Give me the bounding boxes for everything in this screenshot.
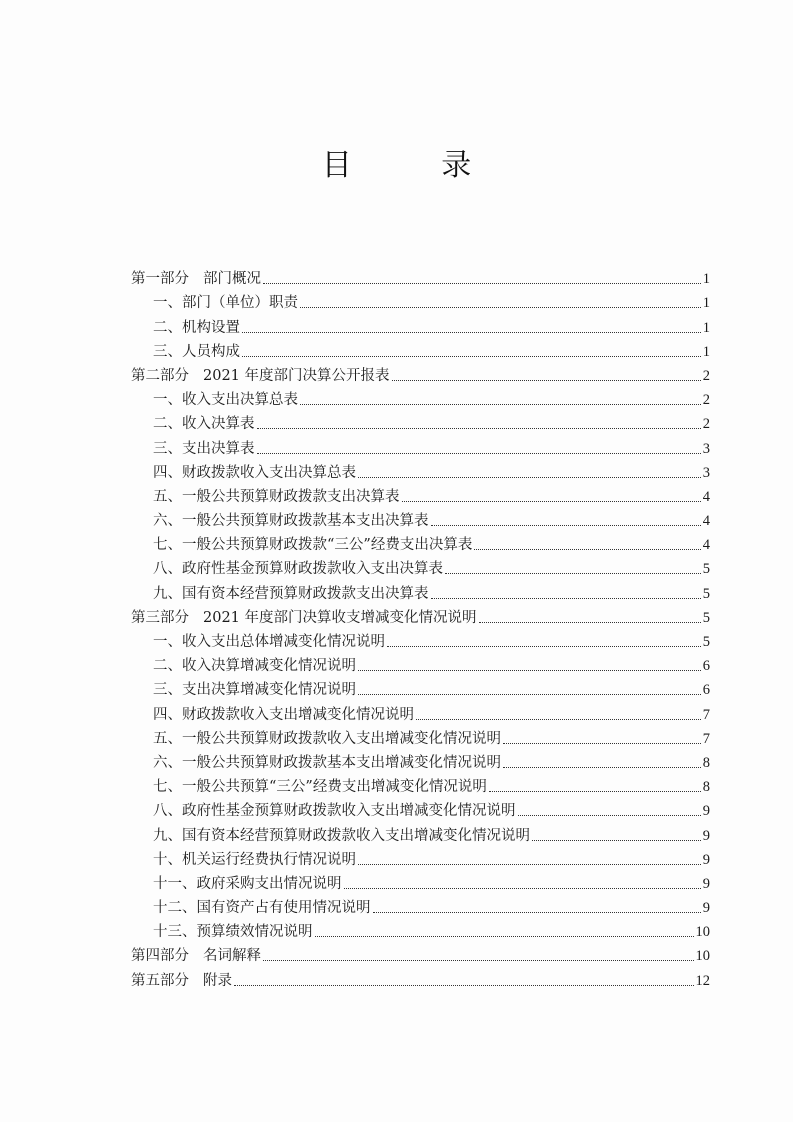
dot-leader xyxy=(242,356,701,357)
toc-entry-label xyxy=(131,681,356,699)
toc-entry-label xyxy=(131,585,429,603)
toc-section-entry xyxy=(131,433,710,457)
toc-part-number: 第一部分 xyxy=(131,271,189,288)
toc-entry-label xyxy=(131,633,385,651)
toc-section-entry xyxy=(131,796,710,820)
toc-entry-label xyxy=(131,947,261,965)
toc-entry-text: 一、部门（单位）职责 xyxy=(153,295,298,312)
toc-entry-label xyxy=(131,972,232,990)
toc-entry-text: 九、国有资本经营预算财政拨款收入支出增减变化情况说明 xyxy=(153,827,530,844)
dot-leader xyxy=(263,283,701,284)
toc-entry-text: 四、财政拨款收入支出增减变化情况说明 xyxy=(153,706,414,723)
toc-part-number: 第四部分 xyxy=(131,948,189,965)
toc-page-number: 6 xyxy=(702,658,710,675)
toc-page-number: 7 xyxy=(702,730,710,747)
toc-entry-label xyxy=(131,827,530,845)
toc-section-entry xyxy=(131,506,710,530)
toc-entry-text: 部门概况 xyxy=(203,271,261,288)
toc-page-number: 1 xyxy=(702,319,710,336)
toc-page-number: 10 xyxy=(695,948,710,965)
toc-entry-label xyxy=(131,415,255,433)
dot-leader xyxy=(445,573,701,574)
toc-page-number: 1 xyxy=(702,271,710,288)
toc-page-number: 5 xyxy=(702,609,710,626)
toc-entry-label xyxy=(131,294,298,312)
toc-entry-label xyxy=(131,343,240,361)
dot-leader xyxy=(431,598,701,599)
toc-entry-text: 名词解释 xyxy=(203,948,261,965)
toc-page-number: 8 xyxy=(702,779,710,796)
toc-section-entry xyxy=(131,724,710,748)
toc-page-number: 4 xyxy=(702,537,710,554)
toc-page-number: 10 xyxy=(695,924,710,941)
toc-entry-text: 八、政府性基金预算财政拨款收入支出决算表 xyxy=(153,561,443,578)
toc-entry-text: 十、机关运行经费执行情况说明 xyxy=(153,851,356,868)
dot-leader xyxy=(489,791,701,792)
toc-entry-label xyxy=(131,899,371,917)
toc-section-entry xyxy=(131,748,710,772)
toc-entry-label xyxy=(131,851,356,869)
toc-entry-text: 2021 年度部门决算公开报表 xyxy=(203,367,390,384)
dot-leader xyxy=(315,936,694,937)
toc-entry-text: 二、收入决算表 xyxy=(153,416,255,433)
toc-entry-text: 七、一般公共预算财政拨款“三公”经费支出决算表 xyxy=(153,537,473,554)
toc-entry-text: 六、一般公共预算财政拨款基本支出增减变化情况说明 xyxy=(153,754,501,771)
toc-section-entry xyxy=(131,409,710,433)
dot-leader xyxy=(358,864,701,865)
dot-leader xyxy=(532,840,701,841)
toc-entry-label xyxy=(131,609,477,627)
toc-page-number: 9 xyxy=(702,900,710,917)
dot-leader xyxy=(474,549,700,550)
dot-leader xyxy=(257,453,701,454)
toc-entry-text: 三、支出决算表 xyxy=(153,440,255,457)
toc-page-number: 9 xyxy=(702,827,710,844)
dot-leader xyxy=(431,525,701,526)
toc-part-entry xyxy=(131,603,710,627)
toc-entry-text: 七、一般公共预算“三公”经费支出增减变化情况说明 xyxy=(153,779,487,796)
dot-leader xyxy=(373,912,701,913)
toc-entry-text: 附录 xyxy=(203,972,232,989)
dot-leader xyxy=(263,960,694,961)
toc-entry-label xyxy=(131,802,516,820)
toc-entry-text: 六、一般公共预算财政拨款基本支出决算表 xyxy=(153,513,429,530)
toc-entry-label xyxy=(131,754,501,772)
toc-section-entry xyxy=(131,917,710,941)
dot-leader xyxy=(242,332,701,333)
toc-page-number: 9 xyxy=(702,851,710,868)
toc-entry-label xyxy=(131,657,356,675)
toc-entry-text: 十三、预算绩效情况说明 xyxy=(153,924,313,941)
toc-page-number: 1 xyxy=(702,295,710,312)
toc-section-entry xyxy=(131,385,710,409)
toc-part-entry xyxy=(131,264,710,288)
toc-section-entry xyxy=(131,675,710,699)
toc-page-number: 12 xyxy=(695,972,710,989)
dot-leader xyxy=(234,985,694,986)
toc-entry-label xyxy=(131,270,261,288)
toc-entry-label xyxy=(131,875,342,893)
toc-entry-text: 一、收入支出决算总表 xyxy=(153,392,298,409)
toc-page-number: 6 xyxy=(702,682,710,699)
toc-section-entry xyxy=(131,651,710,675)
toc-entry-text: 三、支出决算增减变化情况说明 xyxy=(153,682,356,699)
toc-part-number: 第三部分 xyxy=(131,609,189,626)
toc-entry-label xyxy=(131,440,255,458)
toc-entry-text: 2021 年度部门决算收支增减变化情况说明 xyxy=(203,609,477,626)
toc-page-number: 4 xyxy=(702,488,710,505)
toc-entry-label xyxy=(131,560,443,578)
toc-page-number: 1 xyxy=(702,343,710,360)
dot-leader xyxy=(300,404,701,405)
toc-entry-text: 三、人员构成 xyxy=(153,343,240,360)
toc-entry-text: 一、收入支出总体增减变化情况说明 xyxy=(153,634,385,650)
toc-section-entry xyxy=(131,699,710,723)
toc-section-entry xyxy=(131,578,710,602)
toc-section-entry xyxy=(131,869,710,893)
dot-leader xyxy=(392,380,701,381)
toc-page-number: 9 xyxy=(702,875,710,892)
dot-leader xyxy=(402,501,701,502)
toc-part-entry xyxy=(131,965,710,989)
toc-entry-label xyxy=(131,319,240,337)
toc-page-number: 2 xyxy=(702,392,710,409)
toc-part-number: 第五部分 xyxy=(131,972,189,989)
toc-entry-text: 十二、国有资产占有使用情况说明 xyxy=(153,900,371,917)
toc-entry-text: 九、国有资本经营预算财政拨款支出决算表 xyxy=(153,585,429,602)
toc-entry-label xyxy=(131,367,390,385)
toc-entry-label xyxy=(131,923,313,941)
toc-section-entry xyxy=(131,554,710,578)
dot-leader xyxy=(358,694,701,695)
toc-section-entry xyxy=(131,482,710,506)
toc-section-entry xyxy=(131,845,710,869)
toc-entry-label xyxy=(131,706,414,724)
toc-section-entry xyxy=(131,772,710,796)
toc-section-entry xyxy=(131,288,710,312)
toc-page-number: 5 xyxy=(702,585,710,602)
dot-leader xyxy=(387,646,701,647)
toc-entry-text: 二、机构设置 xyxy=(153,319,240,336)
toc-entry-label xyxy=(131,730,501,748)
toc-entry-text: 五、一般公共预算财政拨款支出决算表 xyxy=(153,488,400,505)
toc-entry-label xyxy=(131,391,298,409)
dot-leader xyxy=(344,888,701,889)
toc-page-number: 3 xyxy=(702,440,710,457)
toc-entry-label xyxy=(131,778,487,796)
toc-section-entry xyxy=(131,337,710,361)
toc-page-number: 7 xyxy=(702,706,710,723)
dot-leader xyxy=(358,670,701,671)
toc-section-entry xyxy=(131,530,710,554)
dot-leader xyxy=(257,428,701,429)
toc-entry-label xyxy=(131,512,429,530)
toc-part-number: 第二部分 xyxy=(131,367,189,384)
toc-section-entry xyxy=(131,312,710,336)
toc-page-number: 3 xyxy=(702,464,710,481)
dot-leader xyxy=(479,622,701,623)
toc-entry-text: 五、一般公共预算财政拨款收入支出增减变化情况说明 xyxy=(153,730,501,747)
toc-page-number: 4 xyxy=(702,513,710,530)
dot-leader xyxy=(503,743,701,744)
toc-entry-label xyxy=(131,536,472,554)
page-title: 目 录 xyxy=(321,148,512,183)
toc-entry-text: 二、收入决算增减变化情况说明 xyxy=(153,658,356,675)
toc-entry-label xyxy=(131,464,356,482)
toc-page-number: 8 xyxy=(702,754,710,771)
toc-section-entry xyxy=(131,627,710,651)
toc-entry-text: 四、财政拨款收入支出决算总表 xyxy=(153,464,356,481)
toc-part-entry xyxy=(131,941,710,965)
dot-leader xyxy=(503,767,701,768)
toc-part-entry xyxy=(131,361,710,385)
toc-page-number: 2 xyxy=(702,367,710,384)
toc-section-entry xyxy=(131,893,710,917)
toc-section-entry xyxy=(131,820,710,844)
dot-leader xyxy=(416,719,701,720)
toc-entry-text: 八、政府性基金预算财政拨款收入支出增减变化情况说明 xyxy=(153,803,516,820)
toc-section-entry xyxy=(131,458,710,482)
dot-leader xyxy=(300,307,701,308)
toc-entry-text: 十一、政府采购支出情况说明 xyxy=(153,875,342,892)
table-of-contents xyxy=(131,264,710,990)
dot-leader xyxy=(358,477,701,478)
dot-leader xyxy=(518,815,701,816)
toc-page-number: 5 xyxy=(702,561,710,578)
toc-entry-label xyxy=(131,488,400,506)
toc-page-number: 2 xyxy=(702,416,710,433)
toc-page-number: 9 xyxy=(702,803,710,820)
toc-page-number: 5 xyxy=(702,634,710,650)
